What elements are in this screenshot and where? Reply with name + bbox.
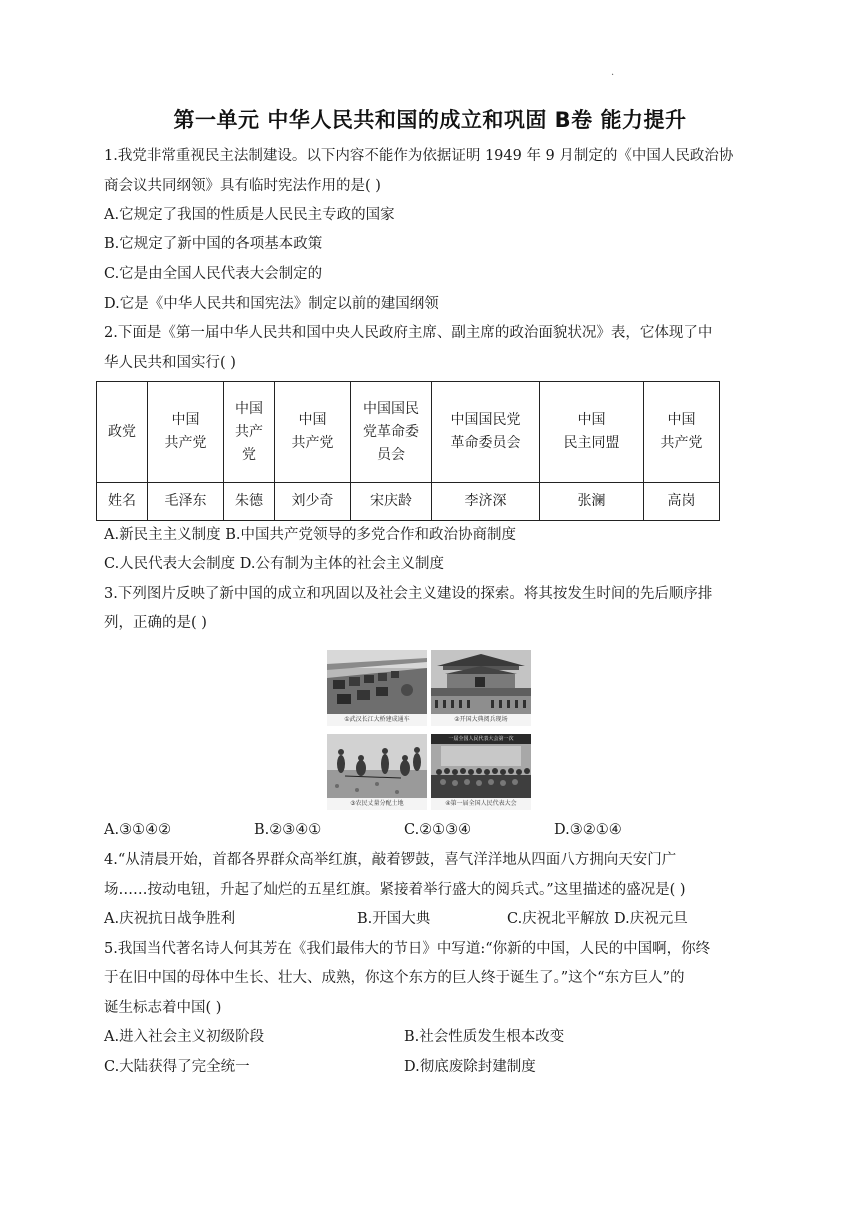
name-cell: 毛泽东 xyxy=(148,483,224,521)
photo-npc xyxy=(431,734,531,810)
q5-stem-line1: 5.我国当代著名诗人何其芳在《我们最伟大的节日》中写道:“你新的中国，人民的中国啊，你终 xyxy=(104,941,711,957)
bridge-photo-image xyxy=(327,650,427,714)
q1-option-a: A.它规定了我国的性质是人民民主专政的国家 xyxy=(104,207,395,223)
table-header-name: 姓名 xyxy=(97,483,148,521)
tiananmen-photo-image xyxy=(431,650,531,714)
party-table xyxy=(96,381,720,521)
q5-option-a: A.进入社会主义初级阶段 xyxy=(104,1029,265,1045)
name-cell: 李济深 xyxy=(432,483,540,521)
q3-option-d: D.③②①④ xyxy=(554,822,622,838)
q3-option-a: A.③①④② xyxy=(104,822,172,838)
q5-stem-line3: 诞生标志着中国( ) xyxy=(104,1000,222,1016)
q5-option-b: B.社会性质发生根本改变 xyxy=(404,1029,565,1045)
q3-option-c: C.②①③④ xyxy=(404,822,472,838)
q4-stem-line2: 场……按动电钮，升起了灿烂的五星红旗。紧接着举行盛大的阅兵式。”这里描述的盛况是( ) xyxy=(104,882,686,898)
name-cell: 张澜 xyxy=(540,483,644,521)
q5-option-d: D.彻底废除封建制度 xyxy=(404,1059,536,1075)
land-reform-photo-image xyxy=(327,734,427,798)
q4-option-d: D.庆祝元旦 xyxy=(614,911,688,927)
q1-stem-line1: 1.我党非常重视民主法制建设。以下内容不能作为依据证明 1949 年 9 月制定的《中国人民政治协 xyxy=(104,148,734,164)
q4-stem-line1: 4.“从清晨开始，首都各界群众高举红旗，敲着锣鼓，喜气洋洋地从四面八方拥向天安门广 xyxy=(104,852,677,868)
q2-options-line1: A.新民主主义制度 B.中国共产党领导的多党合作和政治协商制度 xyxy=(104,527,516,543)
q1-option-d: D.它是《中华人民共和国宪法》制定以前的建国纲领 xyxy=(104,296,439,312)
q5-stem-line2: 于在旧中国的母体中生长、壮大、成熟，你这个东方的巨人终于诞生了。”这个“东方巨人”的 xyxy=(104,970,685,986)
q2-stem-line2: 华人民共和国实行( ) xyxy=(104,355,236,371)
name-cell: 高岗 xyxy=(644,483,720,521)
q4-option-c: C.庆祝北平解放 xyxy=(507,911,610,927)
party-cell: 中国 共产党 xyxy=(148,382,224,483)
q4-option-a: A.庆祝抗日战争胜利 xyxy=(104,911,236,927)
party-cell: 中国 共产 党 xyxy=(224,382,275,483)
npc-photo-image xyxy=(431,734,531,798)
photo-founding-ceremony xyxy=(431,650,531,726)
party-cell: 中国国民党 革命委员会 xyxy=(432,382,540,483)
q1-option-c: C.它是由全国人民代表大会制定的 xyxy=(104,266,323,282)
table-row-name xyxy=(97,483,720,521)
npc-banner-text: 一届全国人民代表大会第一次 xyxy=(448,736,514,742)
caption-bridge: ①武汉长江大桥建成通车 xyxy=(327,714,427,726)
party-cell: 中国 共产党 xyxy=(275,382,351,483)
photo-bridge xyxy=(327,650,427,726)
header-mark: · xyxy=(611,70,615,81)
photo-land-reform xyxy=(327,734,427,810)
q4-option-b: B.开国大典 xyxy=(357,911,431,927)
table-row-party xyxy=(97,382,720,483)
party-cell: 中国 民主同盟 xyxy=(540,382,644,483)
caption-founding-ceremony: ②开国大典阅兵现场 xyxy=(431,714,531,726)
party-cell: 中国 共产党 xyxy=(644,382,720,483)
q3-stem-line2: 列，正确的是( ) xyxy=(104,615,207,631)
name-cell: 朱德 xyxy=(224,483,275,521)
caption-land-reform: ③农民丈量分配土地 xyxy=(327,798,427,810)
page-title: 第一单元 中华人民共和国的成立和巩固 B卷 能力提升 xyxy=(173,108,687,132)
q2-stem-line1: 2.下面是《第一届中华人民共和国中央人民政府主席、副主席的政治面貌状况》表，它体现了中 xyxy=(104,325,713,341)
q5-option-c: C.大陆获得了完全统一 xyxy=(104,1059,250,1075)
name-cell: 宋庆龄 xyxy=(351,483,432,521)
q3-stem-line1: 3.下列图片反映了新中国的成立和巩固以及社会主义建设的探索。将其按发生时间的先后顺序排 xyxy=(104,586,713,602)
q3-option-b: B.②③④① xyxy=(254,822,322,838)
q1-option-b: B.它规定了新中国的各项基本政策 xyxy=(104,236,323,252)
history-photo-grid xyxy=(327,650,533,812)
party-cell: 中国国民 党革命委 员会 xyxy=(351,382,432,483)
q1-stem-line2: 商会议共同纲领》具有临时宪法作用的是( ) xyxy=(104,178,381,194)
q2-options-line2: C.人民代表大会制度 D.公有制为主体的社会主义制度 xyxy=(104,556,445,572)
table-header-party: 政党 xyxy=(97,382,148,483)
caption-npc: ④第一届全国人民代表大会 xyxy=(431,798,531,810)
name-cell: 刘少奇 xyxy=(275,483,351,521)
